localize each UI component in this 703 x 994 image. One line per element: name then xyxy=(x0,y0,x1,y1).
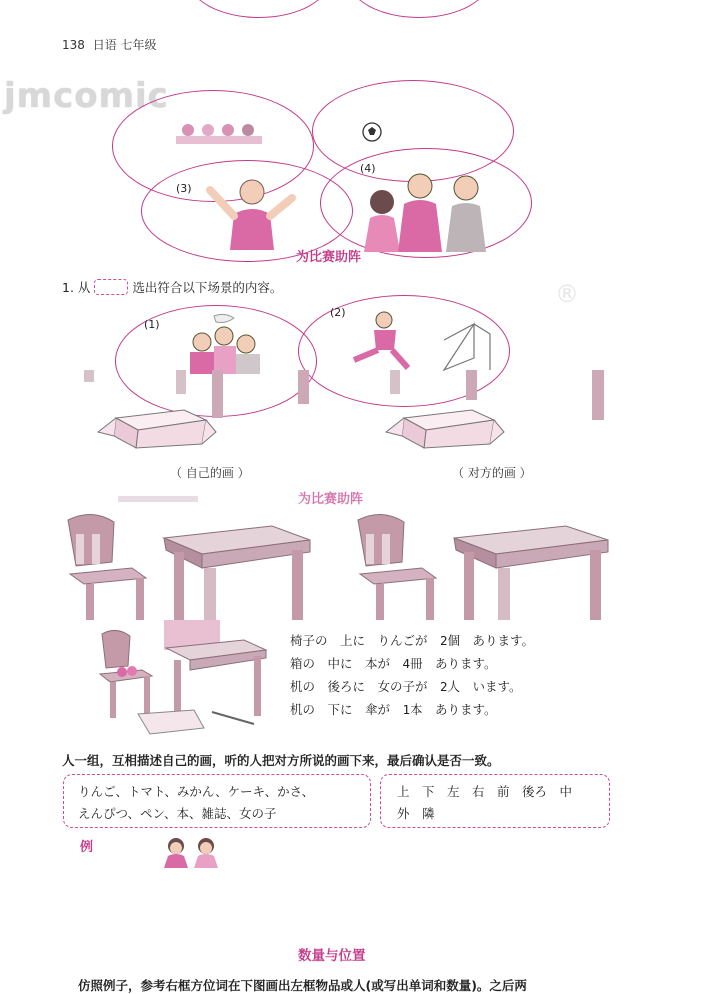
watermark-logo: jmcomic xyxy=(4,76,169,116)
bottom-instruction: 仿照例子，参考右框方位词在下图画出左框物品或人(或写出单词和数量)。之后两 xyxy=(78,978,527,993)
example-sentence-1: 椅子の 上に りんごが 2個 あります。 xyxy=(290,633,535,648)
example-sentence-2: 箱の 中に 本が 4冊 あります。 xyxy=(290,656,497,671)
exercise-1-prefix: 1. 从 xyxy=(62,280,91,295)
caption-own-drawing: （ 自己的画 ） xyxy=(170,466,250,480)
exercise-1-suffix: 选出符合以下场景的内容。 xyxy=(132,280,283,295)
page-header xyxy=(62,36,157,53)
chair-table-right-illustration xyxy=(352,512,612,624)
pair-instruction: 人一组，互相描述自己的画，听的人把对方所说的画下来，最后确认是否一致。 xyxy=(62,753,500,768)
word-box-line-2: えんぴつ、ペン、本、雑誌、女の子 xyxy=(78,806,277,821)
position-word-box xyxy=(380,774,610,828)
open-box-right-illustration xyxy=(384,402,504,452)
top-ellipse-right xyxy=(348,0,490,18)
fans-illustration xyxy=(184,312,264,378)
top-ellipse-left xyxy=(188,0,330,18)
section-title-quantity-position: 数量与位置 xyxy=(298,948,366,964)
position-box-line-2: 外 隣 xyxy=(397,806,435,821)
word-box-line-1: りんご、トマト、みかん、ケーキ、かさ、 xyxy=(78,784,315,799)
chair-table-left-illustration xyxy=(62,512,312,624)
caption-partner-drawing: （ 对方的画 ） xyxy=(452,466,532,480)
cheering-man-illustration xyxy=(200,170,300,254)
faint-title-fragment xyxy=(298,488,364,507)
scene-label-2: (2) xyxy=(330,306,346,319)
open-box-left-illustration xyxy=(96,402,216,452)
audience-illustration xyxy=(176,122,262,144)
position-box-line-1: 上 下 左 右 前 後ろ 中 xyxy=(397,784,573,799)
exercise-1-prompt xyxy=(62,278,282,296)
example-scene-illustration xyxy=(94,620,274,742)
section-title-cheer: 为比赛助阵 xyxy=(296,250,362,265)
example-sentence-3: 机の 後ろに 女の子が 2人 います。 xyxy=(290,679,522,694)
scene-label-4: (4) xyxy=(360,162,376,175)
faint-title-text: 为比赛助阵 xyxy=(298,492,364,507)
cheering-group-illustration xyxy=(360,172,490,256)
word-box xyxy=(63,774,371,828)
book-title: 日语 七年级 xyxy=(92,38,157,52)
registered-mark: ® xyxy=(555,280,579,308)
faint-line xyxy=(118,496,198,502)
page-number: 138 xyxy=(62,38,85,52)
soccer-ball-illustration xyxy=(362,122,382,146)
scene-label-3: (3) xyxy=(176,182,192,195)
soccer-player-illustration xyxy=(344,310,494,378)
two-girls-illustration xyxy=(162,836,224,872)
answer-blank-box xyxy=(94,279,128,295)
example-sentence-4: 机の 下に 傘が 1本 あります。 xyxy=(290,702,497,717)
scene-label-1: (1) xyxy=(144,318,160,331)
example-label: 例 xyxy=(80,840,94,855)
